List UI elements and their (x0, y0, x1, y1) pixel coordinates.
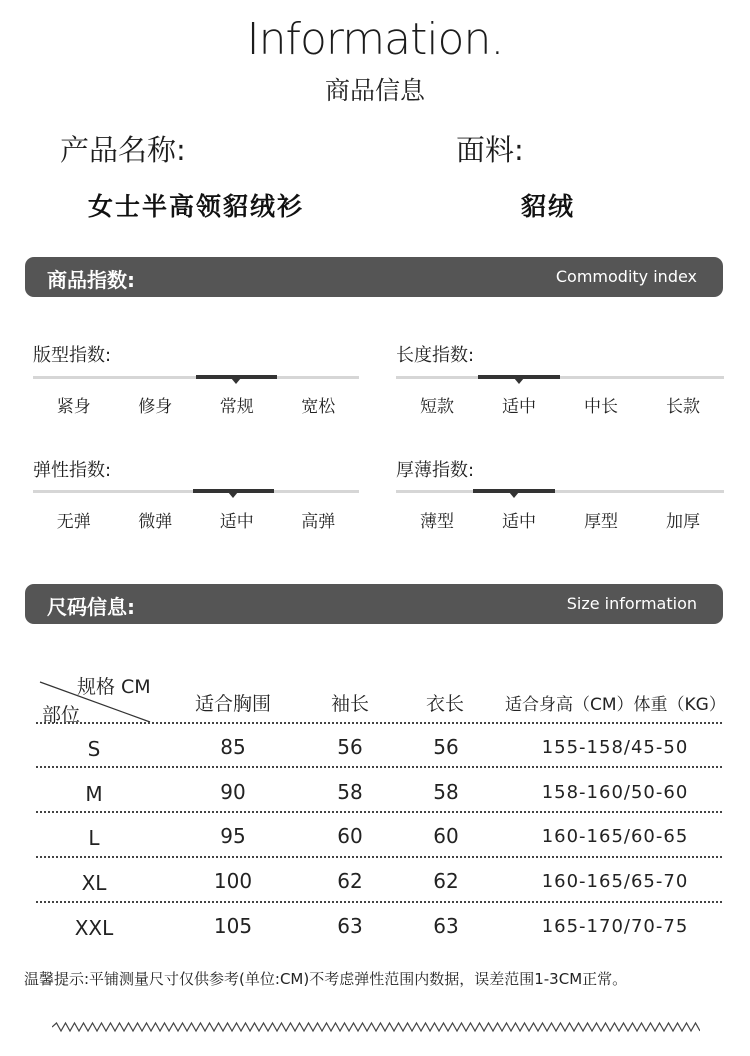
table-row-divider (36, 901, 722, 903)
chest-cell: 100 (213, 869, 253, 893)
length-index-options (396, 392, 724, 417)
elasticity-option: 微弹 (138, 512, 173, 532)
thickness-index-options (396, 507, 724, 532)
length-index-label: 长度指数: (396, 345, 475, 366)
elasticity-option: 高弹 (301, 512, 336, 532)
length-option: 短款 (420, 397, 454, 417)
length-cell: 60 (433, 824, 459, 848)
height-weight-cell: 160-165/65-70 (541, 871, 689, 892)
sleeve-cell: 62 (337, 869, 363, 893)
chest-cell: 90 (220, 780, 246, 804)
length-index-track (396, 376, 724, 379)
chest-cell: 85 (220, 735, 246, 759)
table-header-length: 衣长 (425, 693, 464, 715)
length-cell: 63 (433, 914, 459, 938)
size-cell: M (85, 782, 103, 806)
length-option: 长款 (666, 397, 700, 417)
table-row-divider (36, 856, 722, 858)
height-weight-cell: 158-160/50-60 (541, 782, 689, 803)
product-name-label: 产品名称: (60, 133, 186, 167)
product-name-value: 女士半高领貂绒衫 (88, 192, 305, 221)
fit-option: 宽松 (301, 397, 336, 417)
size-cell: L (88, 826, 100, 850)
material-value: 貂绒 (521, 192, 576, 221)
thickness-index-marker (509, 492, 519, 498)
commodity-index-bar (25, 257, 723, 297)
length-cell: 58 (433, 780, 459, 804)
table-corner-part: 部位 (42, 704, 81, 726)
sleeve-cell: 56 (337, 735, 363, 759)
fit-index-track (33, 376, 359, 379)
chest-cell: 105 (213, 914, 253, 938)
table-row-divider (36, 766, 722, 768)
sleeve-cell: 58 (337, 780, 363, 804)
thickness-option: 厚型 (584, 512, 618, 532)
table-row-divider (36, 811, 722, 813)
thickness-index-track (396, 490, 724, 493)
table-header-height-weight: 适合身高（CM）体重（KG） (505, 695, 726, 715)
fit-index-options (33, 392, 359, 417)
size-information-bar (25, 584, 723, 624)
size-information-title: 尺码信息: (47, 595, 135, 619)
elasticity-index-label: 弹性指数: (33, 460, 112, 481)
chest-cell: 95 (220, 824, 246, 848)
height-weight-cell: 165-170/70-75 (541, 916, 689, 937)
length-option: 中长 (584, 397, 618, 417)
measurement-note: 温馨提示:平铺测量尺寸仅供参考(单位:CM)不考虑弹性范围内数据，误差范围1-3CM正常。 (24, 970, 628, 988)
elasticity-option-selected: 适中 (219, 512, 254, 532)
thickness-option-selected: 适中 (502, 512, 536, 532)
thickness-index-label: 厚薄指数: (396, 460, 475, 481)
commodity-index-title-en: Commodity index (555, 267, 697, 286)
page-title-en: Information. (246, 14, 504, 65)
length-option-selected: 适中 (502, 397, 536, 417)
fit-option: 修身 (138, 397, 173, 417)
length-index-marker (514, 378, 524, 384)
size-cell: XXL (74, 916, 114, 940)
sleeve-cell: 63 (337, 914, 363, 938)
elasticity-index-options (33, 507, 359, 532)
size-information-title-en: Size information (566, 594, 697, 613)
elasticity-index-track (33, 490, 359, 493)
elasticity-index-marker (228, 492, 238, 498)
table-corner-spec: 规格 CM (77, 676, 151, 698)
table-divider (36, 722, 722, 724)
fit-option-selected: 常规 (219, 397, 254, 417)
fit-option: 紧身 (56, 397, 91, 417)
table-header-sleeve: 袖长 (330, 693, 369, 715)
size-cell: XL (81, 871, 107, 895)
fit-index-label: 版型指数: (33, 345, 112, 366)
size-cell: S (87, 737, 101, 761)
decorative-wave-divider (52, 1020, 700, 1034)
height-weight-cell: 155-158/45-50 (541, 737, 689, 758)
thickness-option: 薄型 (420, 512, 454, 532)
length-cell: 56 (433, 735, 459, 759)
table-header-chest: 适合胸围 (194, 693, 271, 715)
length-cell: 62 (433, 869, 459, 893)
material-label: 面料: (456, 133, 524, 167)
commodity-index-title: 商品指数: (47, 268, 135, 292)
height-weight-cell: 160-165/60-65 (541, 826, 689, 847)
sleeve-cell: 60 (337, 824, 363, 848)
fit-index-marker (231, 378, 241, 384)
elasticity-option: 无弹 (56, 512, 91, 532)
thickness-option: 加厚 (666, 512, 700, 532)
page-title-cn: 商品信息 (324, 76, 425, 105)
